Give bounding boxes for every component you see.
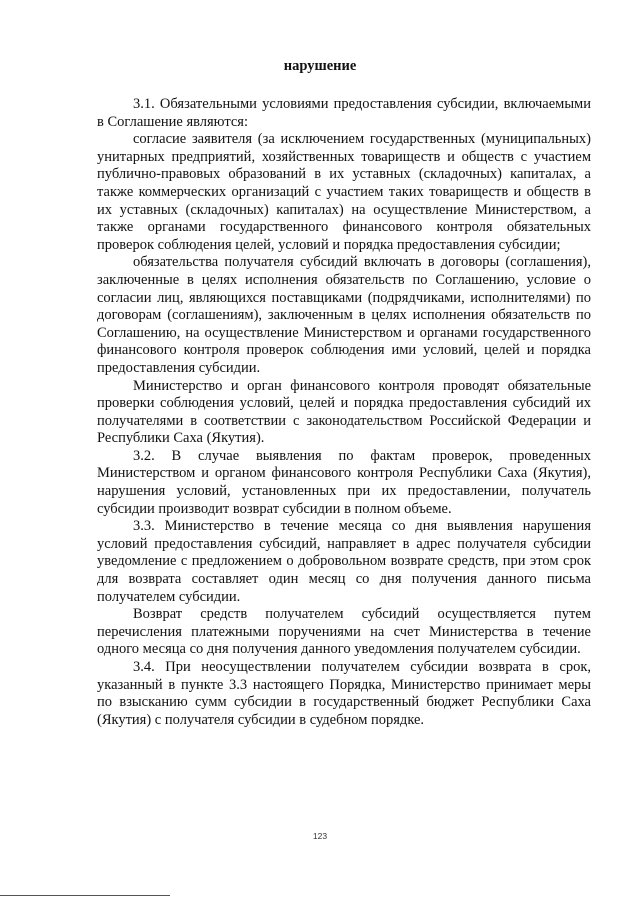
paragraph-3-3: 3.3. Министерство в течение месяца со дня выявления нарушения условий предоставления субсидий, направляет в адрес получателя субсидии уведомление с предложением о добровольном возврате средств, при этом срок для возврата составляет один месяц со дня получения данного письма получателем субсидии. xyxy=(97,518,591,605)
page-number: 123 xyxy=(312,831,328,841)
page-heading: нарушение xyxy=(283,58,357,74)
paragraph-refund: Возврат средств получателем субсидий осуществляется путем перечисления платежными поручениями на счет Министерства в течение одного месяца со дня получения данного уведомления получателем субсидии. xyxy=(97,606,591,658)
paragraph-3-4: 3.4. При неосуществлении получателем субсидии возврата в срок, указанный в пункте 3.3 настоящего Порядка, Министерство принимает меры по взысканию сумм субсидии в государственный бюджет Республики Саха (Якутия) с получателя субсидии в судебном порядке. xyxy=(97,659,591,728)
paragraph-obligations: обязательства получателя субсидий включать в договоры (соглашения), заключенные в целях исполнения обязательств по Соглашению, условие о согласии лиц, являющихся поставщиками (подрядчиками, исполнителями) по договорам (соглашениям), заключенным в целях исполнения обязательств по Соглашению, на осуществление Министерством и органами государственного финансового контроля проверок соблюдения ими условий, целей и порядка предоставления субсидии. xyxy=(97,254,591,376)
footer-divider xyxy=(0,895,170,896)
paragraph-3-1: 3.1. Обязательными условиями предоставления субсидии, включаемыми в Соглашение являются: xyxy=(97,96,591,130)
paragraph-3-2: 3.2. В случае выявления по фактам проверок, проведенных Министерством и органом финансового контроля Республики Саха (Якутия), нарушения условий, установленных при их предоставлении, получатель субсидии производит возврат субсидии в полном объеме. xyxy=(97,447,591,517)
paragraph-consent: согласие заявителя (за исключением государственных (муниципальных) унитарных предприятий, хозяйственных товариществ и обществ с участием публично-правовых образований в их уставных (складочных) капиталах, а также коммерческих организаций с участием таких товариществ и обществ в их уставных (складочных) капиталах) на осуществление Министерством, а также органами государственного финансового контроля обязательных проверок соблюдения целей, условий и порядка предоставления субсидии; xyxy=(97,131,591,253)
document-body xyxy=(97,96,591,729)
paragraph-inspections: Министерство и орган финансового контроля проводят обязательные проверки соблюдения условий, целей и порядка предоставления субсидий их получателями в соответствии с законодательством Российской Федерации и Республики Саха (Якутия). xyxy=(97,377,591,447)
